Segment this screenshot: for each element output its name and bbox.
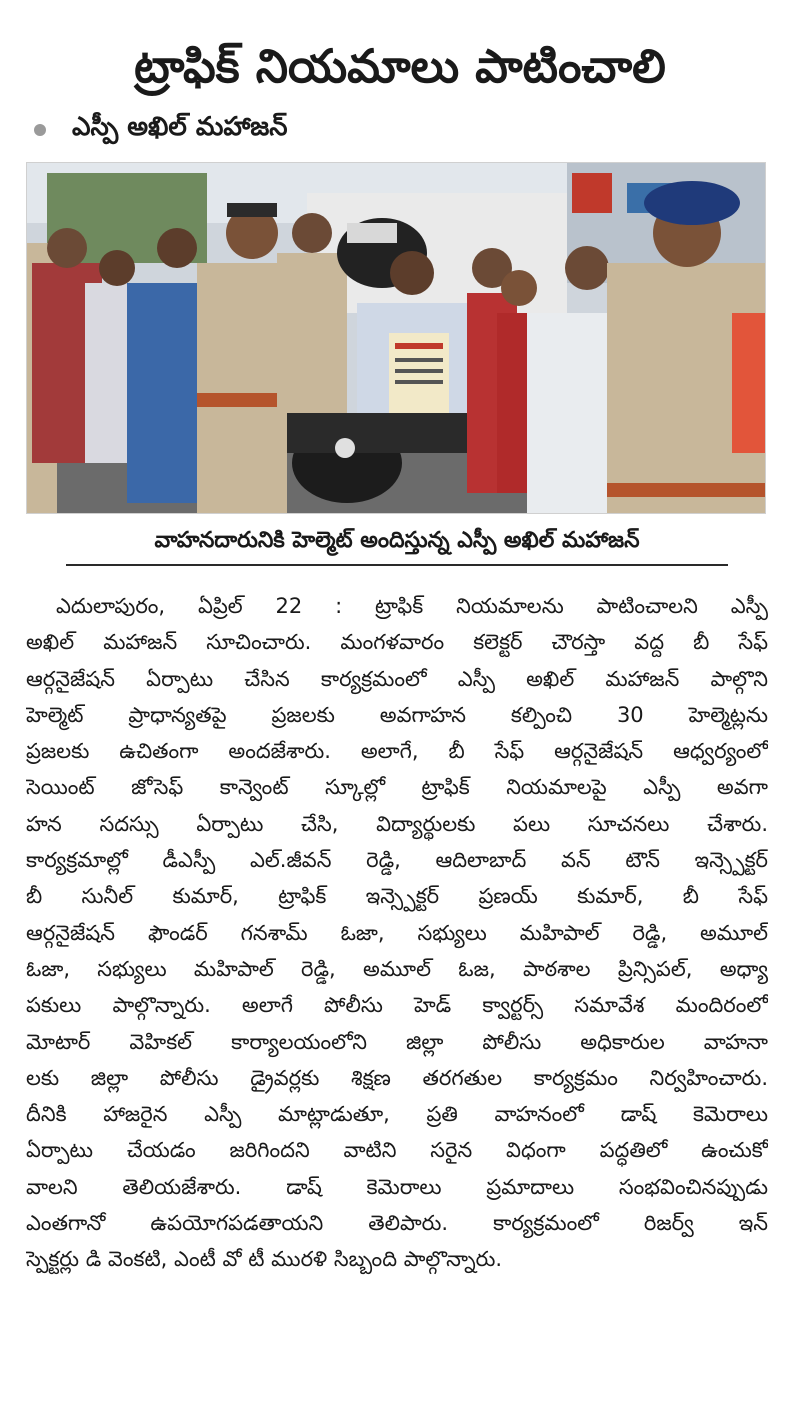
body-line: సెయింట్ జోసెఫ్ కాన్వెంట్ స్కూల్లో ట్రాఫిక్ నియమాలపై ఎస్పీ అవగా: [26, 775, 768, 800]
headline: ట్రాఫిక్ నియమాలు పాటించాలి: [134, 39, 666, 93]
subheadline: ఎస్పీ అఖిల్ మహాజన్: [72, 112, 288, 142]
body-line: మోటార్ వెహికల్ కార్యాలయంలోని జిల్లా పోలీసు అధికారుల వాహనా: [26, 1029, 768, 1054]
subheadline-row: [26, 108, 288, 152]
body-line: ఆర్గనైజేషన్ ఏర్పాటు చేసిన కార్యక్రమంలో ఎస్పీ అఖిల్ మహాజన్ పాల్గొని: [26, 666, 768, 691]
helmet-distribution-photo: [27, 163, 766, 514]
body-line: వాలని తెలియజేశారు. డాష్ కెమెరాలు ప్రమాదాలు సంభవించినప్పుడు: [26, 1174, 768, 1199]
body-line: ఆర్గనైజేషన్ ఫౌండర్ గనశామ్ ఓజా, సభ్యులు మహిపాల్ రెడ్డి, అమూల్: [26, 920, 768, 945]
body-line: పకులు పాల్గొన్నారు. అలాగే పోలీసు హెడ్ క్వార్టర్స్ సమావేశ మందిరంలో: [26, 993, 768, 1018]
body-line: ఏర్పాటు చేయడం జరిగిందని వాటిని సరైన విధంగా పద్ధతిలో ఉంచుకో: [26, 1138, 768, 1163]
body-line: హెల్మెట్ ప్రాధాన్యతపై ప్రజలకు అవగాహన కల్పించి 30 హెల్మెట్లను: [26, 702, 768, 727]
body-line: ఎంతగానో ఉపయోగపడతాయని తెలిపారు. కార్యక్రమంలో రిజర్వ్ ఇన్: [26, 1211, 768, 1236]
article-body: [26, 588, 768, 1278]
news-photo: [26, 162, 766, 514]
photo-caption: వాహనదారునికి హెల్మెట్ అందిస్తున్న ఎస్పీ అఖిల్ మహాజన్: [66, 518, 728, 566]
body-line: లకు జిల్లా పోలీసు డ్రైవర్లకు శిక్షణ తరగతుల కార్యక్రమం నిర్వహించారు.: [26, 1065, 768, 1090]
body-line: అఖిల్ మహాజన్ సూచించారు. మంగళవారం కలెక్టర్ చౌరస్తా వద్ద బీ సేఫ్: [26, 630, 768, 655]
body-line: స్పెక్టర్లు డి వెంకటి, ఎంటీ వో టీ మురళి సిబ్బంది పాల్గొన్నారు.: [26, 1247, 503, 1272]
body-line: ప్రజలకు ఉచితంగా అందజేశారు. అలాగే, బీ సేఫ్ ఆర్గనైజేషన్ ఆధ్వర్యంలో: [26, 739, 768, 764]
bullet-dot: [34, 124, 46, 136]
body-line: బీ సునీల్ కుమార్, ట్రాఫిక్ ఇన్స్పెక్టర్ ప్రణయ్ కుమార్, బీ సేఫ్: [26, 884, 768, 909]
body-line: ఎదులాపురం, ఏప్రిల్ 22 : ట్రాఫిక్ నియమాలను పాటించాలని ఎస్పీ: [56, 594, 768, 618]
body-line: హన సదస్సు ఏర్పాటు చేసి, విద్యార్థులకు పలు సూచనలు చేశారు.: [26, 811, 768, 836]
body-line: దీనికి హాజరైన ఎస్పీ మాట్లాడుతూ, ప్రతి వాహనంలో డాష్ కెమెరాలు: [26, 1102, 768, 1127]
body-line: కార్యక్రమాల్లో డీఎస్పీ ఎల్.జీవన్ రెడ్డి, ఆదిలాబాద్ వన్ టౌన్ ఇన్స్పెక్టర్: [26, 848, 768, 873]
body-line: ఓజా, సభ్యులు మహిపాల్ రెడ్డి, అమూల్ ఓజ, పాఠశాల ప్రిన్సిపల్, అధ్యా: [26, 956, 768, 981]
